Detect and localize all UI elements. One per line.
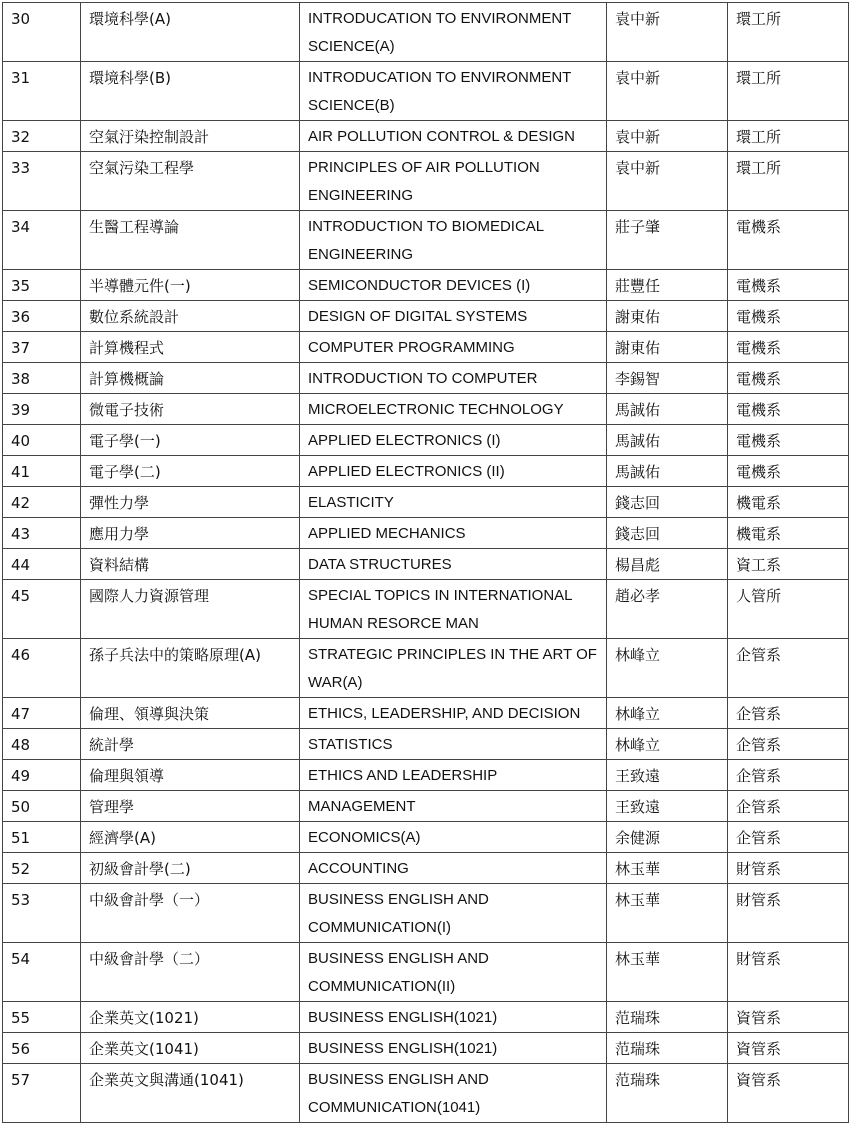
department-name: 電機系 [728, 425, 849, 456]
course-number: 57 [3, 1064, 81, 1123]
department-name: 環工所 [728, 62, 849, 121]
course-name-english: APPLIED ELECTRONICS (I) [300, 425, 607, 456]
table-row [3, 698, 849, 729]
course-number: 43 [3, 518, 81, 549]
instructor-name: 林玉華 [607, 853, 728, 884]
course-name-english: MICROELECTRONIC TECHNOLOGY [300, 394, 607, 425]
instructor-name: 范瑞珠 [607, 1002, 728, 1033]
table-row [3, 760, 849, 791]
department-name: 資管系 [728, 1033, 849, 1064]
course-name-english: DATA STRUCTURES [300, 549, 607, 580]
table-row [3, 791, 849, 822]
course-number: 42 [3, 487, 81, 518]
instructor-name: 林峰立 [607, 698, 728, 729]
course-name-chinese: 統計學 [81, 729, 300, 760]
course-name-english: DESIGN OF DIGITAL SYSTEMS [300, 301, 607, 332]
course-name-chinese: 倫理、領導與決策 [81, 698, 300, 729]
course-name-chinese: 企業英文(1021) [81, 1002, 300, 1033]
course-name-english: BUSINESS ENGLISH(1021) [300, 1033, 607, 1064]
instructor-name: 謝東佑 [607, 301, 728, 332]
course-number: 32 [3, 121, 81, 152]
course-name-chinese: 管理學 [81, 791, 300, 822]
course-name-chinese: 彈性力學 [81, 487, 300, 518]
instructor-name: 范瑞珠 [607, 1033, 728, 1064]
course-number: 52 [3, 853, 81, 884]
table-row [3, 943, 849, 1002]
course-table-body [3, 3, 849, 1123]
course-name-chinese: 電子學(一) [81, 425, 300, 456]
course-name-chinese: 應用力學 [81, 518, 300, 549]
department-name: 電機系 [728, 332, 849, 363]
instructor-name: 袁中新 [607, 152, 728, 211]
course-name-english: INTRODUCATION TO ENVIRONMENT SCIENCE(A) [300, 3, 607, 62]
instructor-name: 王致遠 [607, 760, 728, 791]
table-row [3, 518, 849, 549]
department-name: 機電系 [728, 487, 849, 518]
course-name-english: APPLIED ELECTRONICS (II) [300, 456, 607, 487]
table-row [3, 301, 849, 332]
department-name: 企管系 [728, 698, 849, 729]
course-name-chinese: 生醫工程導論 [81, 211, 300, 270]
department-name: 企管系 [728, 729, 849, 760]
table-row [3, 270, 849, 301]
course-name-chinese: 空氣污染工程學 [81, 152, 300, 211]
department-name: 環工所 [728, 152, 849, 211]
table-row [3, 1002, 849, 1033]
department-name: 電機系 [728, 394, 849, 425]
department-name: 資管系 [728, 1064, 849, 1123]
instructor-name: 林玉華 [607, 943, 728, 1002]
course-name-english: BUSINESS ENGLISH AND COMMUNICATION(II) [300, 943, 607, 1002]
course-name-chinese: 企業英文與溝通(1041) [81, 1064, 300, 1123]
instructor-name: 林玉華 [607, 884, 728, 943]
course-number: 38 [3, 363, 81, 394]
instructor-name: 馬誠佑 [607, 394, 728, 425]
course-name-english: ACCOUNTING [300, 853, 607, 884]
department-name: 環工所 [728, 121, 849, 152]
course-name-english: ETHICS AND LEADERSHIP [300, 760, 607, 791]
course-name-english: PRINCIPLES OF AIR POLLUTION ENGINEERING [300, 152, 607, 211]
table-row [3, 729, 849, 760]
table-row [3, 121, 849, 152]
course-number: 51 [3, 822, 81, 853]
course-number: 35 [3, 270, 81, 301]
department-name: 財管系 [728, 943, 849, 1002]
course-number: 56 [3, 1033, 81, 1064]
course-number: 53 [3, 884, 81, 943]
instructor-name: 謝東佑 [607, 332, 728, 363]
instructor-name: 錢志回 [607, 518, 728, 549]
table-row [3, 456, 849, 487]
instructor-name: 林峰立 [607, 639, 728, 698]
course-name-english: BUSINESS ENGLISH(1021) [300, 1002, 607, 1033]
instructor-name: 袁中新 [607, 3, 728, 62]
instructor-name: 袁中新 [607, 62, 728, 121]
instructor-name: 袁中新 [607, 121, 728, 152]
instructor-name: 莊豐任 [607, 270, 728, 301]
department-name: 電機系 [728, 456, 849, 487]
course-name-english: INTRODUCTION TO BIOMEDICAL ENGINEERING [300, 211, 607, 270]
table-row [3, 487, 849, 518]
course-number: 30 [3, 3, 81, 62]
course-name-english: MANAGEMENT [300, 791, 607, 822]
course-name-chinese: 半導體元件(一) [81, 270, 300, 301]
table-row [3, 152, 849, 211]
department-name: 資管系 [728, 1002, 849, 1033]
table-row [3, 3, 849, 62]
course-name-english: STATISTICS [300, 729, 607, 760]
instructor-name: 王致遠 [607, 791, 728, 822]
course-number: 55 [3, 1002, 81, 1033]
department-name: 電機系 [728, 270, 849, 301]
course-name-chinese: 孫子兵法中的策略原理(A) [81, 639, 300, 698]
course-name-english: COMPUTER PROGRAMMING [300, 332, 607, 363]
table-row [3, 822, 849, 853]
table-row [3, 425, 849, 456]
course-number: 49 [3, 760, 81, 791]
course-name-chinese: 環境科學(B) [81, 62, 300, 121]
department-name: 電機系 [728, 301, 849, 332]
table-row [3, 1064, 849, 1123]
department-name: 企管系 [728, 791, 849, 822]
table-row [3, 394, 849, 425]
course-number: 47 [3, 698, 81, 729]
course-name-english: AIR POLLUTION CONTROL & DESIGN [300, 121, 607, 152]
department-name: 企管系 [728, 822, 849, 853]
course-number: 48 [3, 729, 81, 760]
instructor-name: 范瑞珠 [607, 1064, 728, 1123]
department-name: 企管系 [728, 760, 849, 791]
course-name-chinese: 環境科學(A) [81, 3, 300, 62]
course-name-chinese: 微電子技術 [81, 394, 300, 425]
table-row [3, 1033, 849, 1064]
table-row [3, 639, 849, 698]
course-number: 50 [3, 791, 81, 822]
course-name-english: ECONOMICS(A) [300, 822, 607, 853]
course-name-english: APPLIED MECHANICS [300, 518, 607, 549]
course-name-chinese: 中級會計學（二） [81, 943, 300, 1002]
course-name-chinese: 計算機概論 [81, 363, 300, 394]
course-name-chinese: 電子學(二) [81, 456, 300, 487]
table-row [3, 332, 849, 363]
table-row [3, 211, 849, 270]
course-number: 39 [3, 394, 81, 425]
instructor-name: 馬誠佑 [607, 425, 728, 456]
course-name-english: INTRODUCATION TO ENVIRONMENT SCIENCE(B) [300, 62, 607, 121]
table-row [3, 580, 849, 639]
course-number: 31 [3, 62, 81, 121]
course-name-english: BUSINESS ENGLISH AND COMMUNICATION(1041) [300, 1064, 607, 1123]
course-name-chinese: 資料結構 [81, 549, 300, 580]
course-number: 33 [3, 152, 81, 211]
course-name-chinese: 倫理與領導 [81, 760, 300, 791]
course-name-english: STRATEGIC PRINCIPLES IN THE ART OF WAR(A) [300, 639, 607, 698]
course-name-english: ELASTICITY [300, 487, 607, 518]
department-name: 資工系 [728, 549, 849, 580]
course-name-chinese: 國際人力資源管理 [81, 580, 300, 639]
course-number: 46 [3, 639, 81, 698]
course-number: 44 [3, 549, 81, 580]
instructor-name: 錢志回 [607, 487, 728, 518]
course-name-chinese: 中級會計學（一） [81, 884, 300, 943]
course-number: 36 [3, 301, 81, 332]
department-name: 機電系 [728, 518, 849, 549]
instructor-name: 林峰立 [607, 729, 728, 760]
instructor-name: 楊昌彪 [607, 549, 728, 580]
course-name-english: SPECIAL TOPICS IN INTERNATIONAL HUMAN RESORCE MAN [300, 580, 607, 639]
course-name-english: INTRODUCTION TO COMPUTER [300, 363, 607, 394]
department-name: 企管系 [728, 639, 849, 698]
course-number: 34 [3, 211, 81, 270]
course-name-english: SEMICONDUCTOR DEVICES (I) [300, 270, 607, 301]
course-name-english: BUSINESS ENGLISH AND COMMUNICATION(I) [300, 884, 607, 943]
department-name: 電機系 [728, 363, 849, 394]
instructor-name: 馬誠佑 [607, 456, 728, 487]
department-name: 人管所 [728, 580, 849, 639]
department-name: 電機系 [728, 211, 849, 270]
table-row [3, 853, 849, 884]
course-name-chinese: 空氣汙染控制設計 [81, 121, 300, 152]
course-name-chinese: 企業英文(1041) [81, 1033, 300, 1064]
course-number: 41 [3, 456, 81, 487]
department-name: 財管系 [728, 853, 849, 884]
course-name-english: ETHICS, LEADERSHIP, AND DECISION [300, 698, 607, 729]
table-row [3, 363, 849, 394]
table-row [3, 62, 849, 121]
instructor-name: 趙必孝 [607, 580, 728, 639]
course-number: 54 [3, 943, 81, 1002]
course-number: 37 [3, 332, 81, 363]
course-name-chinese: 數位系統設計 [81, 301, 300, 332]
instructor-name: 莊子肇 [607, 211, 728, 270]
table-row [3, 884, 849, 943]
course-number: 40 [3, 425, 81, 456]
department-name: 環工所 [728, 3, 849, 62]
table-row [3, 549, 849, 580]
course-number: 45 [3, 580, 81, 639]
course-table [2, 2, 849, 1123]
instructor-name: 余健源 [607, 822, 728, 853]
course-name-chinese: 初級會計學(二) [81, 853, 300, 884]
instructor-name: 李錫智 [607, 363, 728, 394]
course-name-chinese: 計算機程式 [81, 332, 300, 363]
department-name: 財管系 [728, 884, 849, 943]
course-name-chinese: 經濟學(A) [81, 822, 300, 853]
